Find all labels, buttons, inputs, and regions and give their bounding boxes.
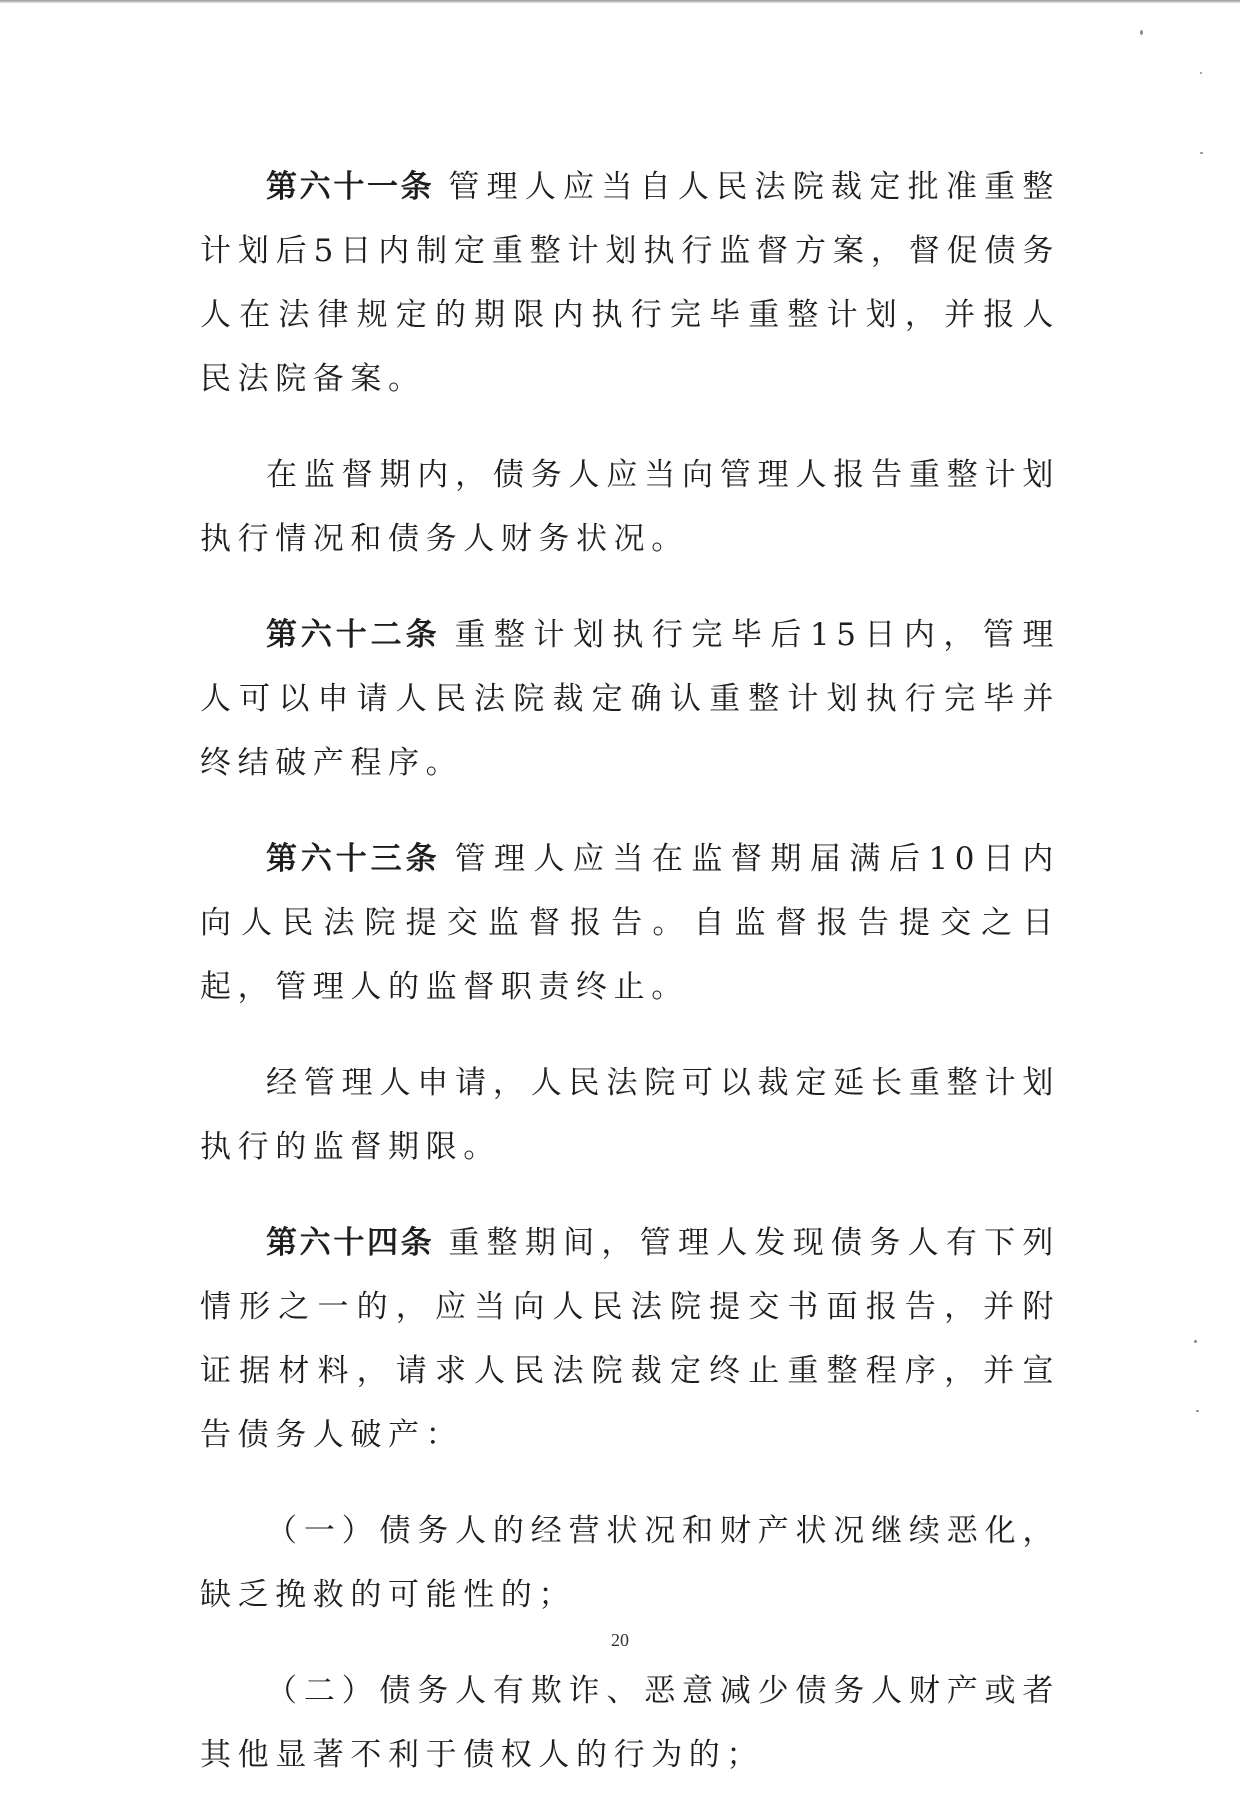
paragraph-text: 管理人应当在监督期届满后10日内向人民法院提交监督报告。自监督报告提交之日起，管理人的监督职责终止。 — [200, 841, 1061, 1005]
article-number: 第六十三条 — [266, 841, 441, 877]
paragraph-article-63 — [200, 827, 1060, 1019]
paragraph-text: （一）债务人的经营状况和财产状况继续恶化，缺乏挽救的可能性的； — [200, 1513, 1060, 1613]
paragraph-text: 重整计划执行完毕后15日内，管理人可以申请人民法院裁定确认重整计划执行完毕并终结破产程序。 — [200, 617, 1061, 781]
paragraph-supervision-report — [200, 443, 1060, 571]
article-number: 第六十一条 — [266, 169, 435, 205]
paragraph-article-64 — [200, 1211, 1060, 1467]
scan-speck — [1200, 72, 1202, 74]
paragraph-article-61 — [200, 155, 1060, 411]
document-body — [200, 155, 1060, 1819]
paragraph-text: 经管理人申请，人民法院可以裁定延长重整计划执行的监督期限。 — [200, 1065, 1060, 1165]
paragraph-text: （二）债务人有欺诈、恶意减少债务人财产或者其他显著不利于债权人的行为的； — [200, 1673, 1060, 1773]
page-number: 20 — [611, 1630, 629, 1650]
paragraph-text: 在监督期内，债务人应当向管理人报告重整计划执行情况和债务人财务状况。 — [200, 457, 1060, 557]
paragraph-text: 重整期间，管理人发现债务人有下列情形之一的，应当向人民法院提交书面报告，并附证据材料，请求人民法院裁定终止重整程序，并宣告债务人破产： — [200, 1225, 1061, 1453]
paragraph-text: 管理人应当自人民法院裁定批准重整计划后5日内制定重整计划执行监督方案，督促债务人在法律规定的期限内执行完毕重整计划，并报人民法院备案。 — [200, 169, 1061, 397]
paragraph-extension — [200, 1051, 1060, 1179]
list-item-1 — [200, 1499, 1060, 1627]
scan-speck — [1140, 30, 1143, 35]
scan-speck — [1196, 1410, 1199, 1412]
scan-speck — [1194, 1340, 1197, 1343]
scan-speck — [1200, 152, 1203, 154]
article-number: 第六十二条 — [266, 617, 441, 653]
article-number: 第六十四条 — [266, 1225, 435, 1261]
top-scan-edge — [0, 0, 1240, 3]
list-item-2 — [200, 1659, 1060, 1787]
paragraph-article-62 — [200, 603, 1060, 795]
